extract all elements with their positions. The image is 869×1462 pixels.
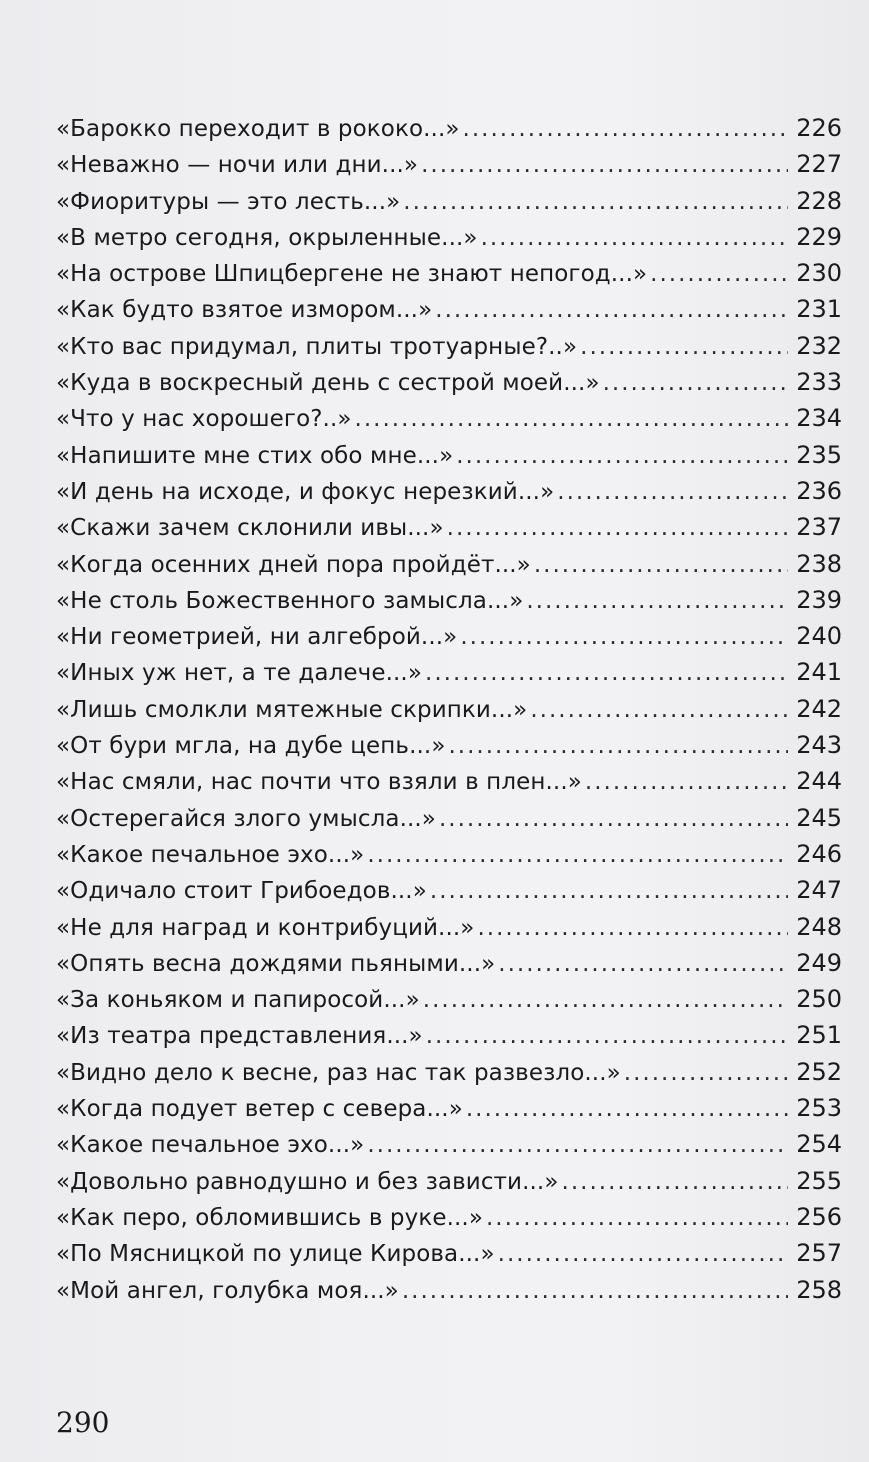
toc-entry xyxy=(56,328,842,364)
toc-entry-title: «На острове Шпицбергене не знают непогод...» xyxy=(56,261,648,288)
dot-leader xyxy=(449,728,789,763)
toc-entry-page: 254 xyxy=(796,1130,842,1159)
table-of-contents xyxy=(56,110,842,1308)
toc-entry xyxy=(56,945,842,981)
toc-entry xyxy=(56,1090,842,1126)
toc-entry-page: 231 xyxy=(796,295,842,324)
toc-entry-page: 241 xyxy=(796,658,842,687)
toc-entry-page: 249 xyxy=(796,948,842,977)
toc-entry-title: «Кто вас придумал, плиты тротуарные?..» xyxy=(56,333,578,360)
dot-leader xyxy=(580,329,788,364)
dot-leader xyxy=(624,1055,788,1090)
toc-entry xyxy=(56,981,842,1017)
page-number: 290 xyxy=(56,1406,110,1439)
dot-leader xyxy=(447,510,788,545)
dot-leader xyxy=(423,982,788,1017)
toc-entry-title: «Напишите мне стих обо мне...» xyxy=(56,442,454,469)
toc-entry-page: 230 xyxy=(796,259,842,288)
toc-entry-title: «Как перо, обломившись в руке...» xyxy=(56,1204,483,1231)
toc-entry-title: «Нас смяли, нас почти что взяли в плен...» xyxy=(56,769,582,796)
toc-entry-page: 256 xyxy=(796,1202,842,1231)
dot-leader xyxy=(603,365,788,400)
toc-entry-page: 232 xyxy=(796,331,842,360)
toc-entry-title: «Неважно — ночи или дни...» xyxy=(56,152,419,179)
dot-leader xyxy=(477,910,788,945)
toc-entry xyxy=(56,727,842,763)
toc-entry-title: «Что у нас хорошего?..» xyxy=(56,406,352,433)
toc-entry-page: 252 xyxy=(796,1057,842,1086)
toc-entry-page: 251 xyxy=(796,1021,842,1050)
toc-entry-title: «Барокко переходит в рококо...» xyxy=(56,116,460,142)
toc-entry xyxy=(56,1199,842,1235)
toc-entry-page: 239 xyxy=(796,585,842,614)
dot-leader xyxy=(466,1091,788,1126)
toc-entry xyxy=(56,400,842,436)
toc-entry-title: «В метро сегодня, окрыленные...» xyxy=(56,224,478,251)
toc-entry xyxy=(56,691,842,727)
toc-entry-page: 258 xyxy=(796,1275,842,1304)
toc-entry-page: 237 xyxy=(796,513,842,542)
toc-entry-page: 235 xyxy=(796,440,842,469)
dot-leader xyxy=(439,801,788,836)
dot-leader xyxy=(355,401,788,436)
toc-entry xyxy=(56,800,842,836)
toc-entry-page: 242 xyxy=(796,694,842,723)
toc-entry-title: «Куда в воскресный день с сестрой моей...» xyxy=(56,370,600,397)
toc-entry-page: 226 xyxy=(796,114,842,142)
toc-entry-page: 238 xyxy=(796,549,842,578)
dot-leader xyxy=(557,474,788,509)
toc-entry-title: «По Мясницкой по улице Кирова...» xyxy=(56,1241,495,1268)
toc-entry xyxy=(56,1126,842,1162)
dot-leader xyxy=(498,946,788,981)
toc-entry-title: «Из театра представления...» xyxy=(56,1023,423,1050)
toc-entry-title: «Не столь Божественного замысла...» xyxy=(56,587,524,614)
toc-entry xyxy=(56,909,842,945)
toc-entry-page: 227 xyxy=(796,150,842,179)
toc-entry-page: 229 xyxy=(796,222,842,251)
toc-entry xyxy=(56,509,842,545)
toc-entry xyxy=(56,1054,842,1090)
toc-entry-page: 248 xyxy=(796,912,842,941)
dot-leader xyxy=(481,220,788,255)
dot-leader xyxy=(585,764,788,799)
dot-leader xyxy=(498,1236,788,1271)
dot-leader xyxy=(534,547,788,582)
toc-entry xyxy=(56,255,842,291)
toc-entry-title: «Фиоритуры — это лесть...» xyxy=(56,188,401,215)
toc-entry-page: 240 xyxy=(796,622,842,651)
toc-entry xyxy=(56,1163,842,1199)
toc-entry-page: 255 xyxy=(796,1166,842,1195)
dot-leader xyxy=(435,292,788,327)
toc-entry xyxy=(56,1272,842,1308)
dot-leader xyxy=(530,692,788,727)
toc-entry xyxy=(56,872,842,908)
toc-entry-title: «Остерегайся злого умысла...» xyxy=(56,805,436,832)
toc-entry xyxy=(56,654,842,690)
toc-entry-title: «От бури мгла, на дубе цепь...» xyxy=(56,733,446,760)
toc-entry-title: «Опять весна дождями пьяными...» xyxy=(56,950,496,977)
toc-entry xyxy=(56,473,842,509)
toc-entry-title: «Какое печальное эхо...» xyxy=(56,1132,365,1159)
dot-leader xyxy=(486,1200,788,1235)
toc-entry xyxy=(56,291,842,327)
toc-entry xyxy=(56,146,842,182)
dot-leader xyxy=(367,837,788,872)
dot-leader xyxy=(421,147,788,182)
toc-entry-title: «Довольно равнодушно и без зависти...» xyxy=(56,1168,559,1195)
dot-leader xyxy=(403,184,788,219)
toc-entry-page: 250 xyxy=(796,985,842,1014)
dot-leader xyxy=(425,655,788,690)
toc-entry-page: 228 xyxy=(796,186,842,215)
toc-entry xyxy=(56,546,842,582)
toc-entry-page: 244 xyxy=(796,767,842,796)
toc-entry-page: 245 xyxy=(796,803,842,832)
toc-entry-page: 233 xyxy=(796,368,842,397)
toc-entry xyxy=(56,582,842,618)
toc-entry-page: 246 xyxy=(796,839,842,868)
toc-entry xyxy=(56,183,842,219)
dot-leader xyxy=(430,873,788,908)
dot-leader xyxy=(463,111,788,146)
toc-entry-title: «За коньяком и папиросой...» xyxy=(56,987,420,1014)
toc-entry-title: «Иных уж нет, а те далече...» xyxy=(56,660,423,687)
dot-leader xyxy=(526,583,788,618)
toc-entry-title: «Когда подует ветер с севера...» xyxy=(56,1096,463,1123)
toc-entry-page: 247 xyxy=(796,876,842,905)
toc-entry-title: «Лишь смолкли мятежные скрипки...» xyxy=(56,696,528,723)
toc-entry-title: «Ни геометрией, ни алгеброй...» xyxy=(56,624,458,651)
toc-entry xyxy=(56,110,842,146)
dot-leader xyxy=(367,1127,788,1162)
toc-entry-title: «Мой ангел, голубка моя...» xyxy=(56,1277,399,1304)
dot-leader xyxy=(650,256,788,291)
toc-entry-title: «Скажи зачем склонили ивы...» xyxy=(56,515,444,542)
toc-entry xyxy=(56,219,842,255)
toc-entry-page: 234 xyxy=(796,404,842,433)
dot-leader xyxy=(456,438,788,473)
toc-entry xyxy=(56,364,842,400)
dot-leader xyxy=(460,619,788,654)
toc-entry xyxy=(56,1235,842,1271)
toc-entry-title: «Не для наград и контрибуций...» xyxy=(56,914,475,941)
toc-entry xyxy=(56,618,842,654)
toc-entry xyxy=(56,836,842,872)
toc-entry-title: «Как будто взятое измором...» xyxy=(56,297,433,324)
toc-entry-page: 253 xyxy=(796,1094,842,1123)
toc-entry xyxy=(56,437,842,473)
dot-leader xyxy=(402,1273,788,1308)
dot-leader xyxy=(426,1018,788,1053)
toc-entry xyxy=(56,763,842,799)
toc-entry-title: «И день на исходе, и фокус нерезкий...» xyxy=(56,478,555,505)
toc-entry-title: «Какое печальное эхо...» xyxy=(56,841,365,868)
toc-entry-page: 236 xyxy=(796,476,842,505)
toc-entry-page: 243 xyxy=(796,731,842,760)
toc-entry xyxy=(56,1017,842,1053)
dot-leader xyxy=(562,1164,788,1199)
toc-entry-title: «Одичало стоит Грибоедов...» xyxy=(56,878,427,905)
toc-entry-title: «Когда осенних дней пора пройдёт...» xyxy=(56,551,531,578)
toc-entry-page: 257 xyxy=(796,1239,842,1268)
toc-entry-title: «Видно дело к весне, раз нас так развезло...» xyxy=(56,1059,621,1086)
